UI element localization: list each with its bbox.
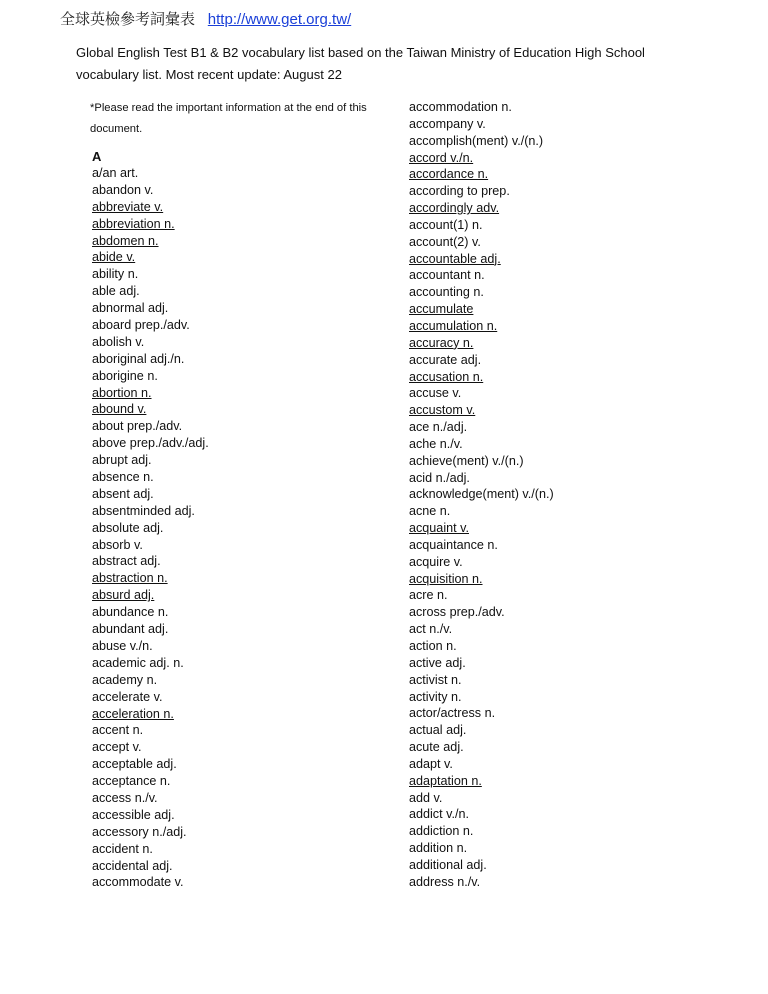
vocabulary-entry: accommodate v.	[92, 875, 184, 890]
vocabulary-entry: acknowledge(ment) v./(n.)	[409, 487, 554, 502]
vocabulary-entry: accordance n.	[409, 167, 489, 182]
vocabulary-entry: academic adj. n.	[92, 655, 184, 670]
vocabulary-entry: act n./v.	[409, 622, 453, 637]
vocabulary-entry: accountable adj.	[409, 251, 501, 266]
vocabulary-entry: accidental adj.	[92, 858, 173, 873]
vocabulary-entry: active adj.	[409, 655, 466, 670]
vocabulary-entry: ability n.	[92, 267, 139, 282]
vocabulary-entry: abundant adj.	[92, 622, 169, 637]
vocabulary-entry: acquisition n.	[409, 571, 483, 586]
vocabulary-entry: actor/actress n.	[409, 706, 496, 721]
header-url-link[interactable]: http://www.get.org.tw/	[207, 11, 352, 28]
vocabulary-entry: abuse v./n.	[92, 638, 153, 653]
left-word-column	[92, 148, 382, 891]
vocabulary-entry: abundance n.	[92, 605, 169, 620]
vocabulary-entry: aboriginal adj./n.	[92, 351, 185, 366]
vocabulary-entry: addict v./n.	[409, 807, 469, 822]
vocabulary-entry: accuracy n.	[409, 335, 474, 350]
intro-paragraph: Global English Test B1 & B2 vocabulary list based on the Taiwan Ministry of Education High School vocabulary list. Most recent update: August 22	[76, 45, 645, 82]
vocabulary-entry: abbreviation n.	[92, 216, 175, 231]
vocabulary-entry: acute adj.	[409, 740, 464, 755]
vocabulary-entry: abstract adj.	[92, 554, 161, 569]
vocabulary-entry: accordingly adv.	[409, 201, 500, 216]
vocabulary-entry: aboard prep./adv.	[92, 318, 190, 333]
vocabulary-entry: accomplish(ment) v./(n.)	[409, 133, 544, 148]
vocabulary-entry: accounting n.	[409, 285, 484, 300]
vocabulary-entry: accommodation n.	[409, 100, 512, 114]
vocabulary-entry: absurd adj.	[92, 588, 155, 603]
vocabulary-entry: addition n.	[409, 841, 468, 856]
vocabulary-entry: accessible adj.	[92, 807, 175, 822]
vocabulary-entry: acquire v.	[409, 554, 463, 569]
vocabulary-entry: adapt v.	[409, 756, 453, 771]
vocabulary-entry: accustom v.	[409, 403, 476, 418]
vocabulary-entry: acne n.	[409, 504, 451, 519]
vocabulary-entry: acid n./adj.	[409, 470, 470, 485]
vocabulary-entry: accuse v.	[409, 386, 462, 401]
vocabulary-entry: about prep./adv.	[92, 419, 183, 434]
vocabulary-entry: absentminded adj.	[92, 503, 195, 518]
vocabulary-entry: accept v.	[92, 740, 142, 755]
vocabulary-entry: adaptation n.	[409, 773, 482, 788]
vocabulary-entry: access n./v.	[92, 790, 158, 805]
vocabulary-entry: accountant n.	[409, 268, 485, 283]
vocabulary-entry: absent adj.	[92, 486, 154, 501]
vocabulary-entry: abolish v.	[92, 334, 145, 349]
vocabulary-entry: abnormal adj.	[92, 301, 169, 316]
vocabulary-entry: a/an art.	[92, 166, 139, 180]
vocabulary-entry: accompany v.	[409, 116, 486, 131]
vocabulary-entry: acceptable adj.	[92, 757, 177, 772]
section-heading: A	[92, 149, 102, 164]
vocabulary-entry: add v.	[409, 790, 443, 805]
vocabulary-entry: accord v./n.	[409, 150, 474, 165]
vocabulary-entry: accumulate	[409, 302, 474, 317]
vocabulary-entry: academy n.	[92, 672, 158, 687]
vocabulary-entry: additional adj.	[409, 857, 487, 872]
vocabulary-entry: acquaintance n.	[409, 537, 498, 552]
vocabulary-entry: actual adj.	[409, 723, 467, 738]
vocabulary-entry: activity n.	[409, 689, 462, 704]
important-note: *Please read the important information at the end of this document.	[90, 102, 367, 135]
vocabulary-entry: accusation n.	[409, 369, 484, 384]
vocabulary-entry: address n./v.	[409, 874, 481, 889]
right-word-list	[409, 99, 739, 891]
vocabulary-entry: achieve(ment) v./(n.)	[409, 453, 524, 468]
vocabulary-entry: ace n./adj.	[409, 420, 468, 435]
vocabulary-entry: account(1) n.	[409, 217, 483, 232]
vocabulary-entry: activist n.	[409, 672, 462, 687]
vocabulary-entry: accumulation n.	[409, 318, 498, 333]
vocabulary-entry: accelerate v.	[92, 689, 163, 704]
vocabulary-entry: above prep./adv./adj.	[92, 436, 209, 451]
left-word-list	[92, 165, 382, 891]
vocabulary-entry: able adj.	[92, 284, 140, 299]
vocabulary-entry: ache n./v.	[409, 436, 463, 451]
vocabulary-entry: aborigine n.	[92, 368, 158, 383]
right-word-column	[409, 99, 739, 891]
vocabulary-entry: addiction n.	[409, 824, 474, 839]
vocabulary-entry: abbreviate v.	[92, 199, 164, 214]
vocabulary-entry: acceptance n.	[92, 774, 171, 789]
vocabulary-entry: accent n.	[92, 723, 144, 738]
vocabulary-entry: abound v.	[92, 402, 147, 417]
vocabulary-entry: abrupt adj.	[92, 453, 152, 468]
vocabulary-entry: acquaint v.	[409, 521, 469, 536]
vocabulary-entry: according to prep.	[409, 184, 510, 199]
vocabulary-entry: action n.	[409, 639, 457, 653]
vocabulary-entry: abortion n.	[92, 385, 152, 400]
vocabulary-entry: account(2) v.	[409, 234, 481, 249]
vocabulary-entry: abide v.	[92, 250, 136, 265]
header-title: 全球英檢參考詞彙表	[60, 10, 196, 28]
vocabulary-entry: across prep./adv.	[409, 605, 505, 620]
vocabulary-entry: accessory n./adj.	[92, 824, 187, 839]
vocabulary-entry: acre n.	[409, 588, 448, 603]
vocabulary-entry: accurate adj.	[409, 352, 482, 367]
vocabulary-entry: abdomen n.	[92, 233, 159, 248]
vocabulary-entry: abandon v.	[92, 182, 154, 197]
vocabulary-entry: absence n.	[92, 470, 154, 485]
vocabulary-entry: accident n.	[92, 841, 153, 856]
page-header	[60, 8, 351, 29]
vocabulary-entry: absolute adj.	[92, 520, 164, 535]
vocabulary-entry: acceleration n.	[92, 706, 174, 721]
vocabulary-entry: absorb v.	[92, 537, 143, 552]
vocabulary-entry: abstraction n.	[92, 571, 168, 586]
